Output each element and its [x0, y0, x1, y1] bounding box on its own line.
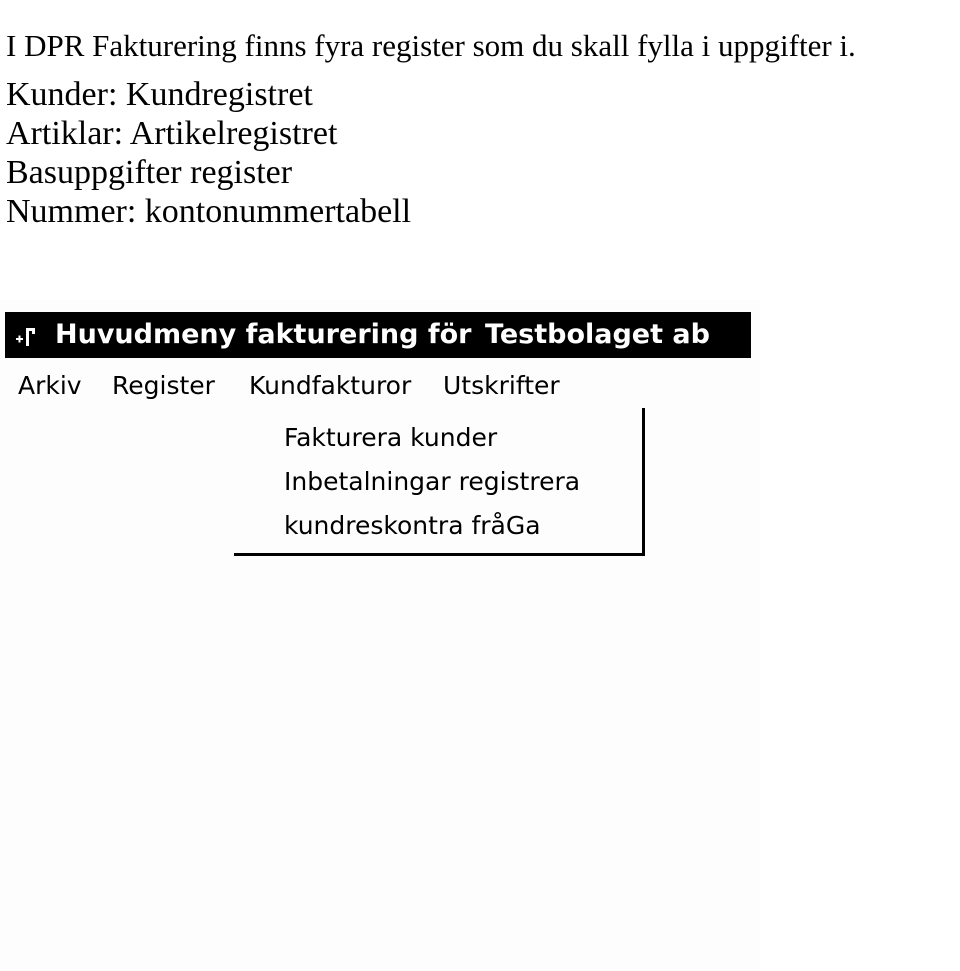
kundfakturor-dropdown-menu: [234, 408, 645, 556]
menu-flag-icon: [13, 322, 53, 350]
register-item-nummer: Nummer: kontonummertabell: [6, 193, 412, 230]
title-text: Huvudmeny fakturering för: [55, 319, 472, 350]
dropdown-item-kundreskontra-fraga[interactable]: kundreskontra fråGa: [284, 511, 541, 540]
register-list: [6, 75, 411, 231]
menu-item-arkiv[interactable]: Arkiv: [18, 371, 82, 400]
intro-paragraph: I DPR Fakturering finns fyra register som du skall fylla i uppgifter i.: [6, 28, 856, 63]
menu-item-kundfakturor[interactable]: Kundfakturor: [249, 371, 412, 400]
register-item-artiklar: Artiklar: Artikelregistret: [6, 115, 338, 152]
program-screenshot: [0, 300, 760, 971]
menu-item-utskrifter[interactable]: Utskrifter: [443, 371, 560, 400]
dropdown-item-fakturera-kunder[interactable]: Fakturera kunder: [284, 423, 498, 452]
register-item-kunder: Kunder: Kundregistret: [6, 76, 313, 113]
menu-bar: [0, 366, 760, 406]
register-item-basuppgifter: Basuppgifter register: [6, 154, 293, 191]
company-name: Testbolaget ab: [485, 319, 710, 350]
menu-item-register[interactable]: Register: [112, 371, 215, 400]
title-bar: [5, 312, 751, 358]
dropdown-item-inbetalningar-registrera[interactable]: Inbetalningar registrera: [284, 467, 581, 496]
